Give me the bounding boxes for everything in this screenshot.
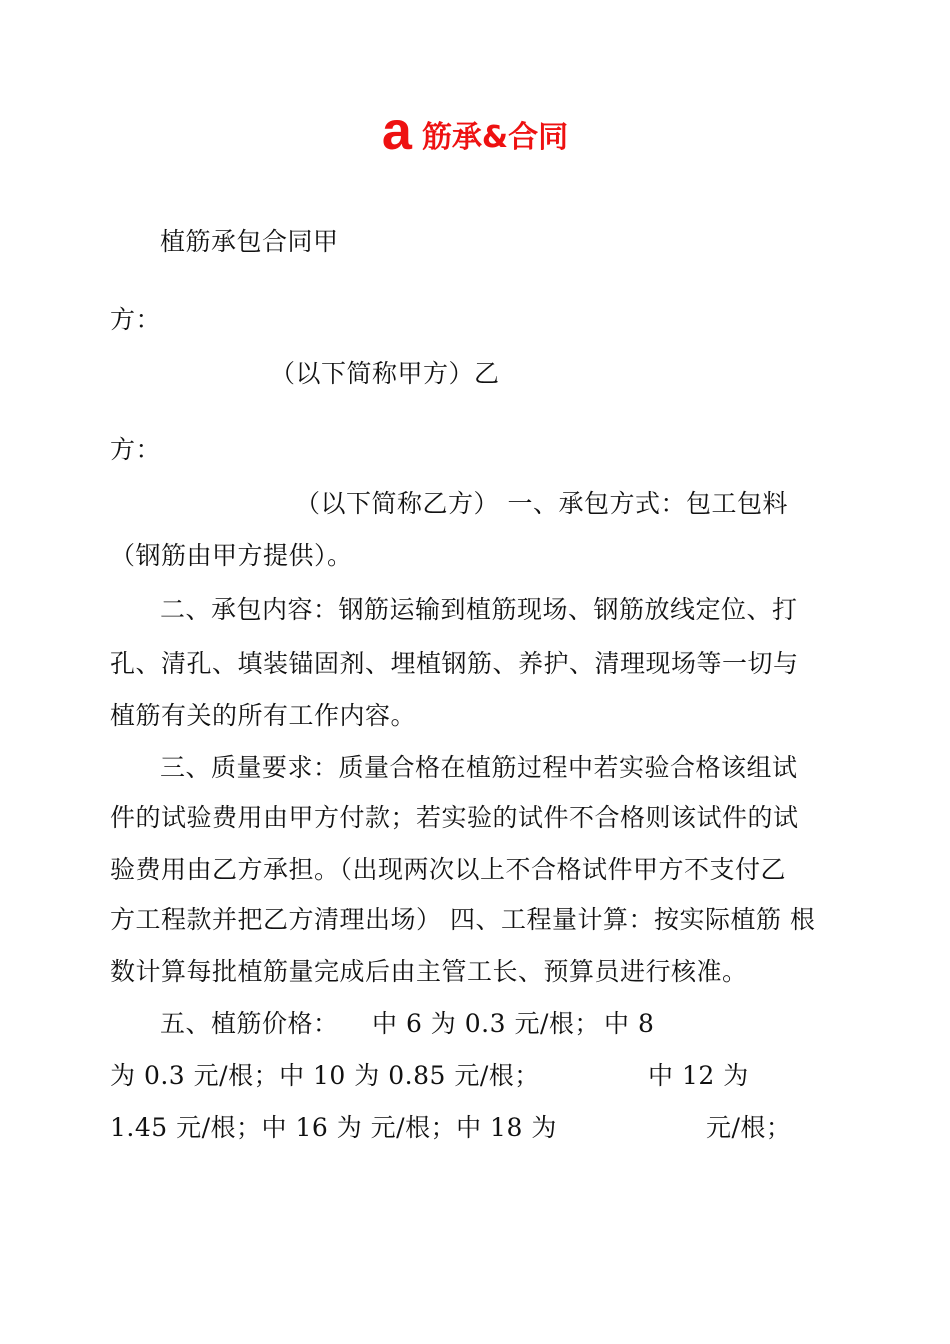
text-line: 中 6 为 0.3 元/根； bbox=[372, 1009, 600, 1038]
text-line: 元/根； bbox=[706, 1113, 792, 1142]
text-line: 中 12 为 bbox=[648, 1061, 749, 1090]
text-line: 三、质量要求：质量合格在植筋过程中若实验合格该组试 bbox=[160, 753, 798, 782]
text-line: （钢筋由甲方提供）。 bbox=[110, 541, 353, 570]
text-line: 方工程款并把乙方清理出场） 四、工程量计算：按实际植筋 根 bbox=[110, 905, 816, 934]
text-line: 孔、清孔、填装锚固剂、埋植钢筋、养护、清理现场等一切与 bbox=[110, 649, 799, 678]
text-line: 方： bbox=[110, 435, 162, 464]
text-line: （以下简称甲方）乙 bbox=[270, 359, 500, 388]
text-line: （以下简称乙方） 一、承包方式：包工包料 bbox=[295, 489, 788, 518]
text-line: 中 8 bbox=[604, 1009, 655, 1038]
document-title bbox=[0, 100, 950, 162]
title-logo-mark: a bbox=[381, 101, 412, 161]
text-line: 数计算每批植筋量完成后由主管工长、预算员进行核准。 bbox=[110, 957, 748, 986]
text-line: 验费用由乙方承担。（出现两次以上不合格试件甲方不支付乙 bbox=[110, 855, 787, 884]
text-line: 方： bbox=[110, 305, 162, 334]
text-line: 二、承包内容：钢筋运输到植筋现场、钢筋放线定位、打 bbox=[160, 595, 798, 624]
text-line: 件的试验费用由甲方付款；若实验的试件不合格则该试件的试 bbox=[110, 803, 799, 832]
text-line: 植筋承包合同甲 bbox=[160, 227, 339, 256]
text-line: 为 0.3 元/根；中 10 为 0.85 元/根； bbox=[110, 1061, 540, 1090]
text-line: 1.45 元/根；中 16 为 元/根；中 18 为 bbox=[110, 1113, 557, 1142]
title-text: 筋承&合同 bbox=[421, 120, 569, 155]
text-line: 五、植筋价格： bbox=[160, 1009, 339, 1038]
text-line: 植筋有关的所有工作内容。 bbox=[110, 701, 417, 730]
